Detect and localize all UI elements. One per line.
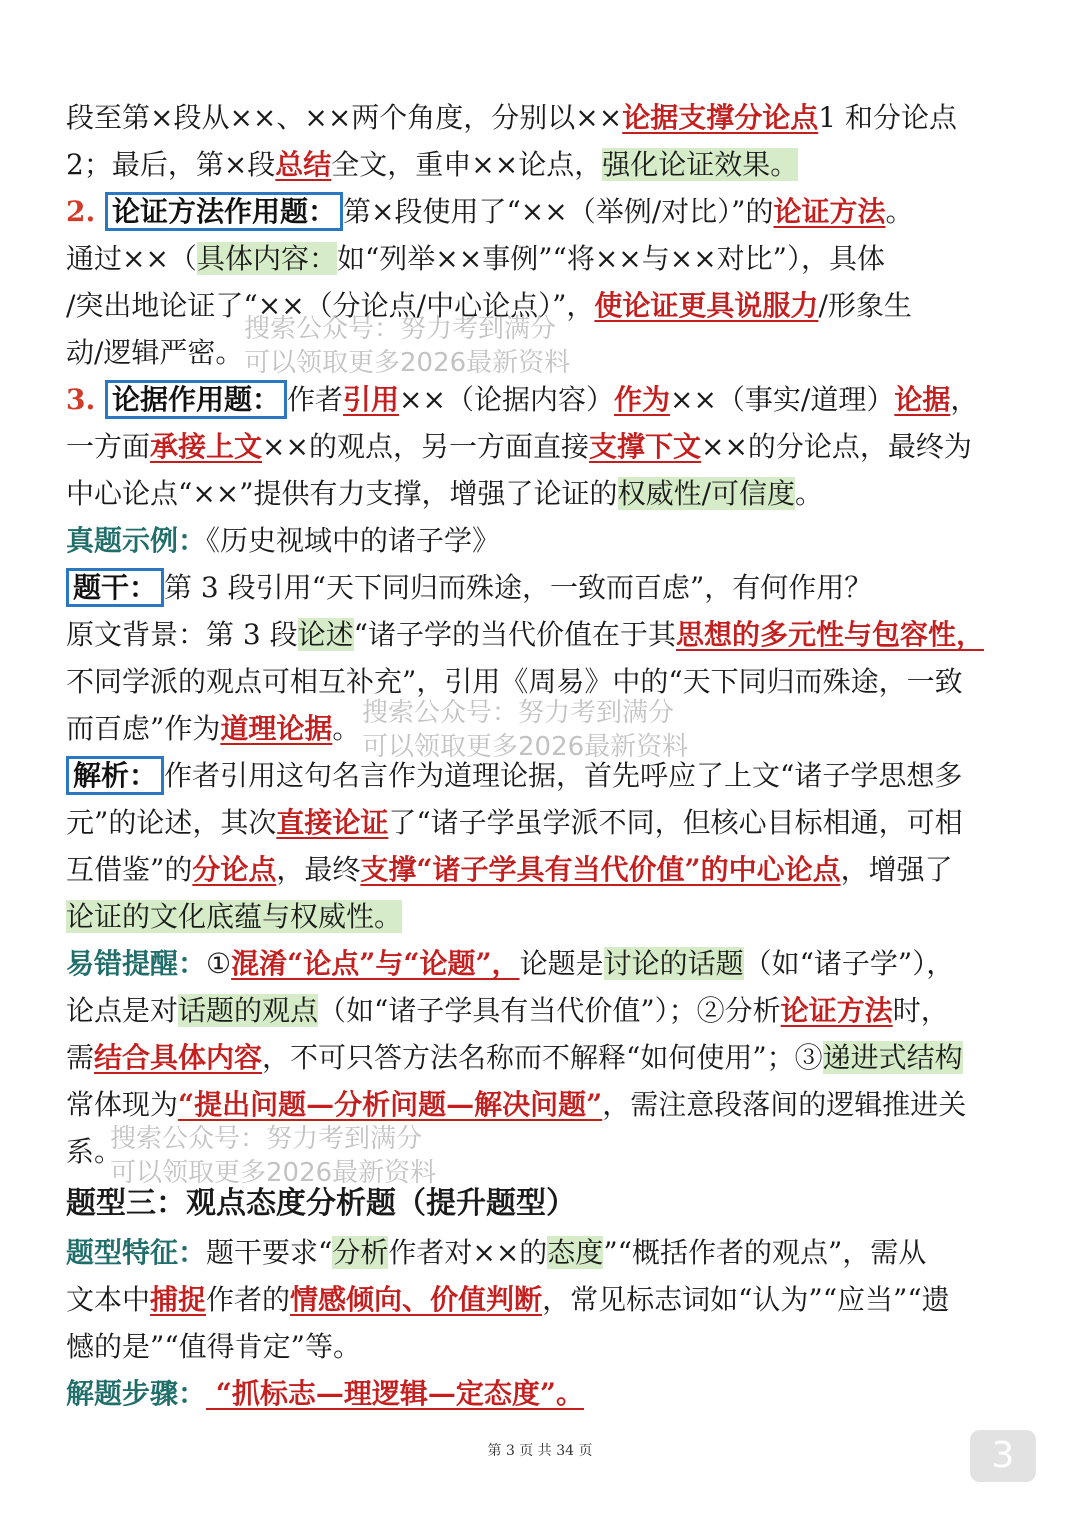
text-line — [66, 235, 1016, 282]
page-footer: 第 3 页 共 34 页 — [487, 1443, 593, 1459]
section-heading — [66, 1179, 1016, 1229]
key-phrase: 混淆“论点”与“论题”， — [231, 947, 520, 980]
text-segment: ××（论据内容） — [399, 383, 614, 416]
text-segment: 通过××（ — [66, 242, 197, 275]
highlighted-phrase: 强化论证效果。 — [602, 148, 799, 181]
highlighted-phrase: 递进式结构 — [822, 1041, 963, 1074]
text-line — [66, 940, 1016, 987]
text-segment: ，不可只答方法名称而不解释“如何使用”；③ — [262, 1041, 823, 1074]
section-label: 解题步骤： — [66, 1377, 207, 1410]
key-phrase: 论证方法 — [773, 195, 886, 228]
key-phrase: 论据 — [894, 383, 951, 416]
text-line — [66, 752, 1016, 799]
text-segment: 《历史视域中的诸子学》 — [206, 524, 501, 557]
watermark-line-1: 搜索公众号：努力考到满分 — [362, 698, 675, 728]
highlighted-phrase: 分析 — [332, 1236, 389, 1269]
text-segment: 动/逻辑严密。 — [66, 336, 244, 369]
text-segment: ××的分论点，最终为 — [700, 430, 972, 463]
page-number-badge: 3 — [970, 1430, 1036, 1482]
key-phrase: 承接上文 — [150, 430, 263, 463]
text-segment: 常体现为 — [66, 1088, 179, 1121]
text-line — [66, 1034, 1016, 1081]
text-line — [66, 611, 1016, 658]
text-segment: 作者的 — [206, 1283, 291, 1316]
key-phrase: 支撑“诸子学具有当代价值”的中心论点 — [360, 853, 841, 886]
text-segment: 文本中 — [66, 1283, 151, 1316]
watermark-line-1: 搜索公众号：努力考到满分 — [244, 314, 557, 344]
text-segment: 。 — [332, 712, 361, 745]
boxed-label: 论证方法作用题： — [105, 192, 343, 231]
section-label: 题型特征： — [66, 1236, 207, 1269]
text-line — [66, 470, 1016, 517]
text-segment: ，增强了 — [840, 853, 953, 886]
text-segment: 一方面 — [66, 430, 151, 463]
key-phrase: 总结 — [275, 148, 332, 181]
text-segment: 题型三：观点态度分析题（提升题型） — [66, 1186, 576, 1221]
text-segment: 论点是对 — [66, 994, 179, 1027]
text-line — [66, 188, 1016, 235]
text-line — [66, 846, 1016, 893]
text-segment: 了“诸子学虽学派不同，但核心目标相通，可相 — [388, 806, 963, 839]
text-segment: ××的观点，另一方面直接 — [262, 430, 589, 463]
text-segment: ”“概括作者的观点”，需从 — [603, 1236, 927, 1269]
text-segment: 段至第×段从××、××两个角度，分别以×× — [66, 101, 623, 134]
text-line — [66, 94, 1016, 141]
text-segment: （如“诸子学具有当代价值”）；②分析 — [318, 994, 781, 1027]
text-line — [66, 1128, 1016, 1175]
text-line — [66, 1323, 1016, 1370]
text-segment: 论题是 — [519, 947, 604, 980]
text-line — [66, 1370, 1016, 1417]
text-segment: ，常见标志词如“认为”“应当”“遗 — [542, 1283, 950, 1316]
text-line — [66, 893, 1016, 940]
text-line — [66, 705, 1016, 752]
text-segment: 时， — [892, 994, 949, 1027]
highlighted-phrase: 论证的文化底蕴与权威性。 — [66, 900, 403, 933]
key-phrase: 结合具体内容 — [94, 1041, 263, 1074]
watermark-line-2: 可以领取更多2026最新资料 — [244, 348, 571, 378]
key-phrase: 捕捉 — [150, 1283, 207, 1316]
text-segment: 。 — [795, 477, 824, 510]
text-line — [66, 564, 1016, 611]
boxed-label: 题干： — [66, 568, 164, 607]
item-number: 3. — [66, 383, 105, 416]
text-segment: 2；最后，第×段 — [66, 148, 276, 181]
text-line — [66, 1081, 1016, 1128]
text-segment: ， — [950, 383, 979, 416]
highlighted-phrase: 具体内容： — [196, 242, 337, 275]
watermark-line-1: 搜索公众号：努力考到满分 — [110, 1124, 423, 1154]
key-phrase: 分论点 — [192, 853, 277, 886]
key-phrase: “抓标志—理逻辑—定态度”。 — [206, 1377, 584, 1410]
key-phrase: 引用 — [343, 383, 400, 416]
highlighted-phrase: 讨论的话题 — [603, 947, 744, 980]
text-segment: 1 和分论点 — [818, 101, 957, 134]
text-segment: ，需注意段落间的逻辑推进关 — [602, 1088, 967, 1121]
section-label: 易错提醒： — [66, 947, 207, 980]
key-phrase: 道理论据 — [220, 712, 333, 745]
text-segment: 第 3 段引用“天下同归而殊途，一致而百虑”，有何作用？ — [164, 571, 873, 604]
key-phrase: 思想的多元性与包容性， — [675, 618, 984, 651]
key-phrase: 作为 — [613, 383, 670, 416]
highlighted-phrase: 态度 — [547, 1236, 604, 1269]
text-segment: 作者对××的 — [388, 1236, 548, 1269]
text-segment: 题干要求“ — [206, 1236, 333, 1269]
text-line — [66, 329, 1016, 376]
text-segment: ，最终 — [276, 853, 361, 886]
key-phrase: 直接论证 — [276, 806, 389, 839]
text-segment: ××（事实/道理） — [669, 383, 895, 416]
boxed-label: 论据作用题： — [105, 380, 287, 419]
text-segment: ① — [206, 947, 232, 980]
text-line — [66, 658, 1016, 705]
text-segment: 系。 — [66, 1135, 123, 1168]
text-line — [66, 799, 1016, 846]
key-phrase: 支撑下文 — [588, 430, 701, 463]
text-line — [66, 282, 1016, 329]
text-segment: 如“列举××事例”“将××与××对比”），具体 — [336, 242, 885, 275]
text-line — [66, 1276, 1016, 1323]
text-segment: 原文背景：第 3 段 — [66, 618, 298, 651]
text-segment: “诸子学的当代价值在于其 — [353, 618, 676, 651]
text-segment: 需 — [66, 1041, 95, 1074]
text-segment: 全文，重申××论点， — [331, 148, 603, 181]
boxed-label: 解析： — [66, 756, 164, 795]
text-segment: 互借鉴”的 — [66, 853, 193, 886]
text-segment: 。 — [885, 195, 914, 228]
text-segment: 元”的论述，其次 — [66, 806, 277, 839]
text-segment: 不同学派的观点可相互补充”，引用《周易》中的“天下同归而殊途，一致 — [66, 665, 963, 698]
item-number: 2. — [66, 195, 105, 228]
text-segment: 作者引用这句名言作为道理论据，首先呼应了上文“诸子学思想多 — [164, 759, 963, 792]
key-phrase: 论证方法 — [780, 994, 893, 1027]
key-phrase: 使论证更具说服力 — [594, 289, 819, 322]
text-line — [66, 376, 1016, 423]
text-segment: 憾的是”“值得肯定”等。 — [66, 1330, 361, 1363]
highlighted-phrase: 话题的观点 — [178, 994, 319, 1027]
highlighted-phrase: 论述 — [297, 618, 354, 651]
text-line — [66, 1229, 1016, 1276]
highlighted-phrase: 权威性/可信度 — [617, 477, 795, 510]
key-phrase: 论据支撑分论点 — [622, 101, 819, 134]
text-segment: /形象生 — [818, 289, 912, 322]
text-segment: 而百虑”作为 — [66, 712, 221, 745]
text-segment: 第×段使用了“××（举例/对比）”的 — [343, 195, 774, 228]
text-segment: 中心论点“××”提供有力支撑，增强了论证的 — [66, 477, 618, 510]
text-segment: （如“诸子学”）， — [743, 947, 955, 980]
key-phrase: 情感倾向、价值判断 — [290, 1283, 543, 1316]
watermark-line-2: 可以领取更多2026最新资料 — [110, 1158, 437, 1188]
document-body — [66, 94, 1016, 1417]
text-line — [66, 517, 1016, 564]
text-segment: 作者 — [287, 383, 344, 416]
text-line — [66, 423, 1016, 470]
text-line — [66, 141, 1016, 188]
watermark-line-2: 可以领取更多2026最新资料 — [362, 732, 689, 762]
key-phrase: “提出问题—分析问题—解决问题” — [178, 1088, 603, 1121]
text-line — [66, 987, 1016, 1034]
text-segment: /突出地论证了“××（分论点/中心论点）”， — [66, 289, 595, 322]
section-label: 真题示例： — [66, 524, 207, 557]
